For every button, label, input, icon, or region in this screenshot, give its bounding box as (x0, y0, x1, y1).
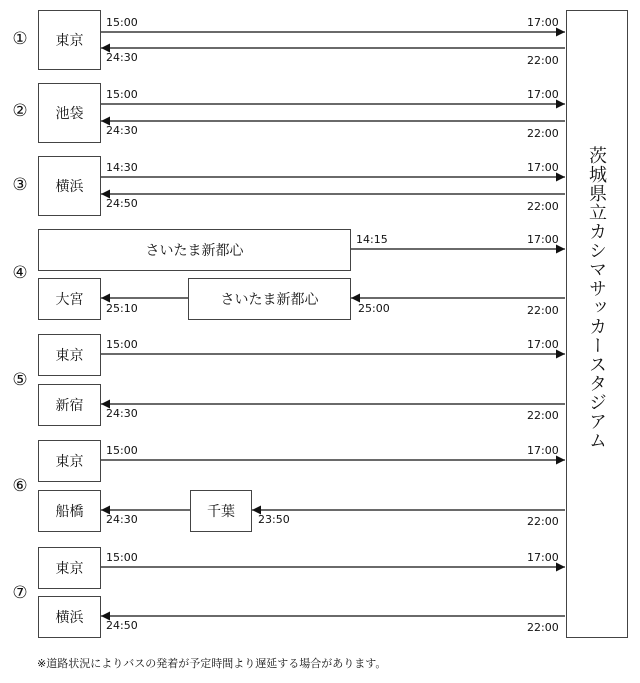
route6-return-depart-time: 22:00 (527, 515, 559, 528)
route4-return-depart-time: 22:00 (527, 304, 559, 317)
route5-arrive-time: 17:00 (527, 338, 559, 351)
route2-depart-time: 15:00 (106, 88, 138, 101)
route6-origin-box: 東京 (38, 440, 101, 482)
route4-arrive-time: 17:00 (527, 233, 559, 246)
route3-return-depart-time: 22:00 (527, 200, 559, 213)
route5-origin-box: 東京 (38, 334, 101, 376)
route4-via-time: 25:00 (358, 302, 390, 315)
route4-via-box: さいたま新都心 (188, 278, 351, 320)
route4-return-destination-box: 大宮 (38, 278, 101, 320)
route7-arrive-time: 17:00 (527, 551, 559, 564)
route7-origin-box: 東京 (38, 547, 101, 589)
route1-return-arrive-time: 24:30 (106, 51, 138, 64)
route-number: ⑥ (12, 476, 28, 496)
route6-arrive-time: 17:00 (527, 444, 559, 457)
route3-arrive-time: 17:00 (527, 161, 559, 174)
route3-return-arrive-time: 24:50 (106, 197, 138, 210)
route5-return-destination-box: 新宿 (38, 384, 101, 426)
route6-return-destination-box: 船橋 (38, 490, 101, 532)
route3-depart-time: 14:30 (106, 161, 138, 174)
route-number: ③ (12, 175, 28, 195)
route2-return-arrive-time: 24:30 (106, 124, 138, 137)
route5-depart-time: 15:00 (106, 338, 138, 351)
route6-via-box: 千葉 (190, 490, 252, 532)
route-number: ② (12, 101, 28, 121)
route4-depart-time: 14:15 (356, 233, 388, 246)
route7-return-arrive-time: 24:50 (106, 619, 138, 632)
route-number: ⑦ (12, 583, 28, 603)
route4-return-arrive-time: 25:10 (106, 302, 138, 315)
route6-depart-time: 15:00 (106, 444, 138, 457)
route1-origin-box: 東京 (38, 10, 101, 70)
route-number: ④ (12, 263, 28, 283)
route1-arrive-time: 17:00 (527, 16, 559, 29)
destination-label: 茨城県立カシマサッカースタジアム (586, 146, 607, 450)
footnote: ※道路状況によりバスの発着が予定時間より遅延する場合があります。 (37, 657, 387, 670)
route1-return-depart-time: 22:00 (527, 54, 559, 67)
route3-origin-box: 横浜 (38, 156, 101, 216)
route2-origin-box: 池袋 (38, 83, 101, 143)
destination-box (566, 10, 628, 638)
route5-return-arrive-time: 24:30 (106, 407, 138, 420)
route6-return-arrive-time: 24:30 (106, 513, 138, 526)
route-number: ⑤ (12, 370, 28, 390)
route7-depart-time: 15:00 (106, 551, 138, 564)
route7-return-destination-box: 横浜 (38, 596, 101, 638)
route7-return-depart-time: 22:00 (527, 621, 559, 634)
route2-return-depart-time: 22:00 (527, 127, 559, 140)
route5-return-depart-time: 22:00 (527, 409, 559, 422)
route2-arrive-time: 17:00 (527, 88, 559, 101)
route4-origin-box: さいたま新都心 (38, 229, 351, 271)
route-number: ① (12, 29, 28, 49)
route1-depart-time: 15:00 (106, 16, 138, 29)
route6-via-time: 23:50 (258, 513, 290, 526)
